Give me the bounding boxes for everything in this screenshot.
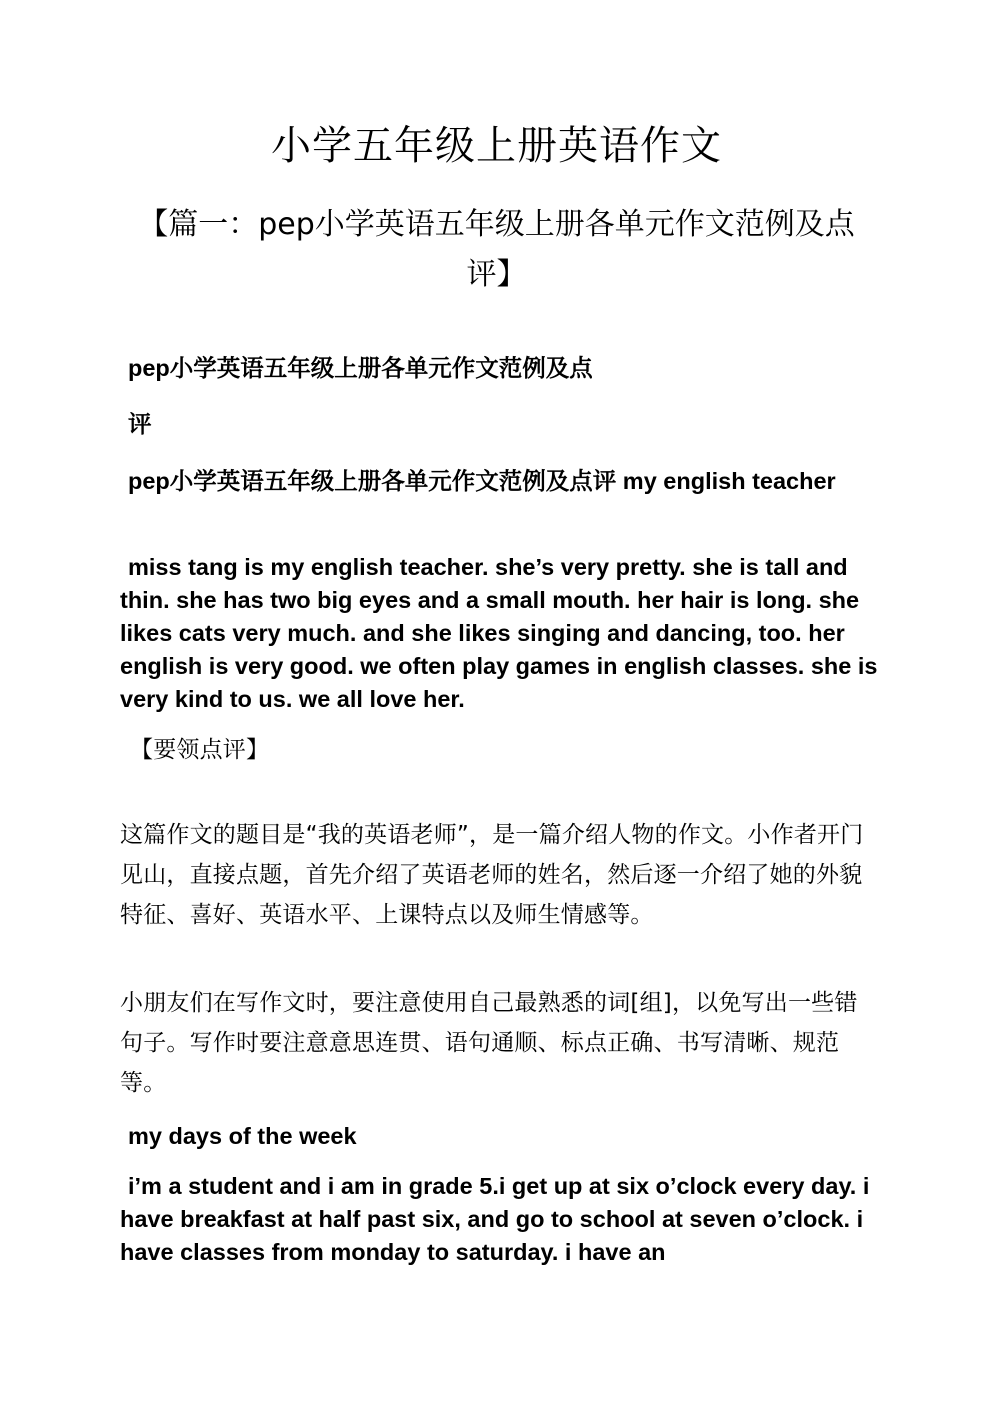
paragraph-heading-line: pep小学英语五年级上册各单元作文范例及点 (128, 355, 593, 381)
essay-body-english-teacher: miss tang is my english teacher. she’s very pretty. she is tall and thin. she has two big eyes and a small mouth. her hair is long. she likes cats very much. and she likes singing and dancing, too. her english is very good. we often play games in english classes. she is very kind to us. we all love her. (120, 554, 878, 712)
essay-title-days-of-week: my days of the week (128, 1123, 357, 1149)
comment-paragraph-2: 小朋友们在写作文时，要注意使用自己最熟悉的词[组]，以免写出一些错句子。写作时要注意意思连贯、语句通顺、标点正确、书写清晰、规范等。 (120, 990, 858, 1096)
essay-title-english-teacher: pep小学英语五年级上册各单元作文范例及点评 my english teacher (128, 468, 836, 494)
comment-heading: 【要领点评】 (130, 737, 270, 763)
comment-paragraph-1: 这篇作文的题目是“我的英语老师”，是一篇介绍人物的作文。小作者开门见山，直接点题，首先介绍了英语老师的姓名，然后逐一介绍了她的外貌特征、喜好、英语水平、上课特点以及师生情感等。 (120, 822, 864, 928)
document-title: 小学五年级上册英语作文 (271, 123, 722, 169)
paragraph-heading-cont: 评 (128, 411, 152, 437)
essay-body-days-of-week: i’m a student and i am in grade 5.i get up at six o’clock every day. i have breakfast at half past six, and go to school at seven o’clock. i have classes from monday to saturday. i have an (120, 1173, 870, 1265)
section-heading: 【篇一：pep小学英语五年级上册各单元作文范例及点评】 (138, 207, 855, 292)
